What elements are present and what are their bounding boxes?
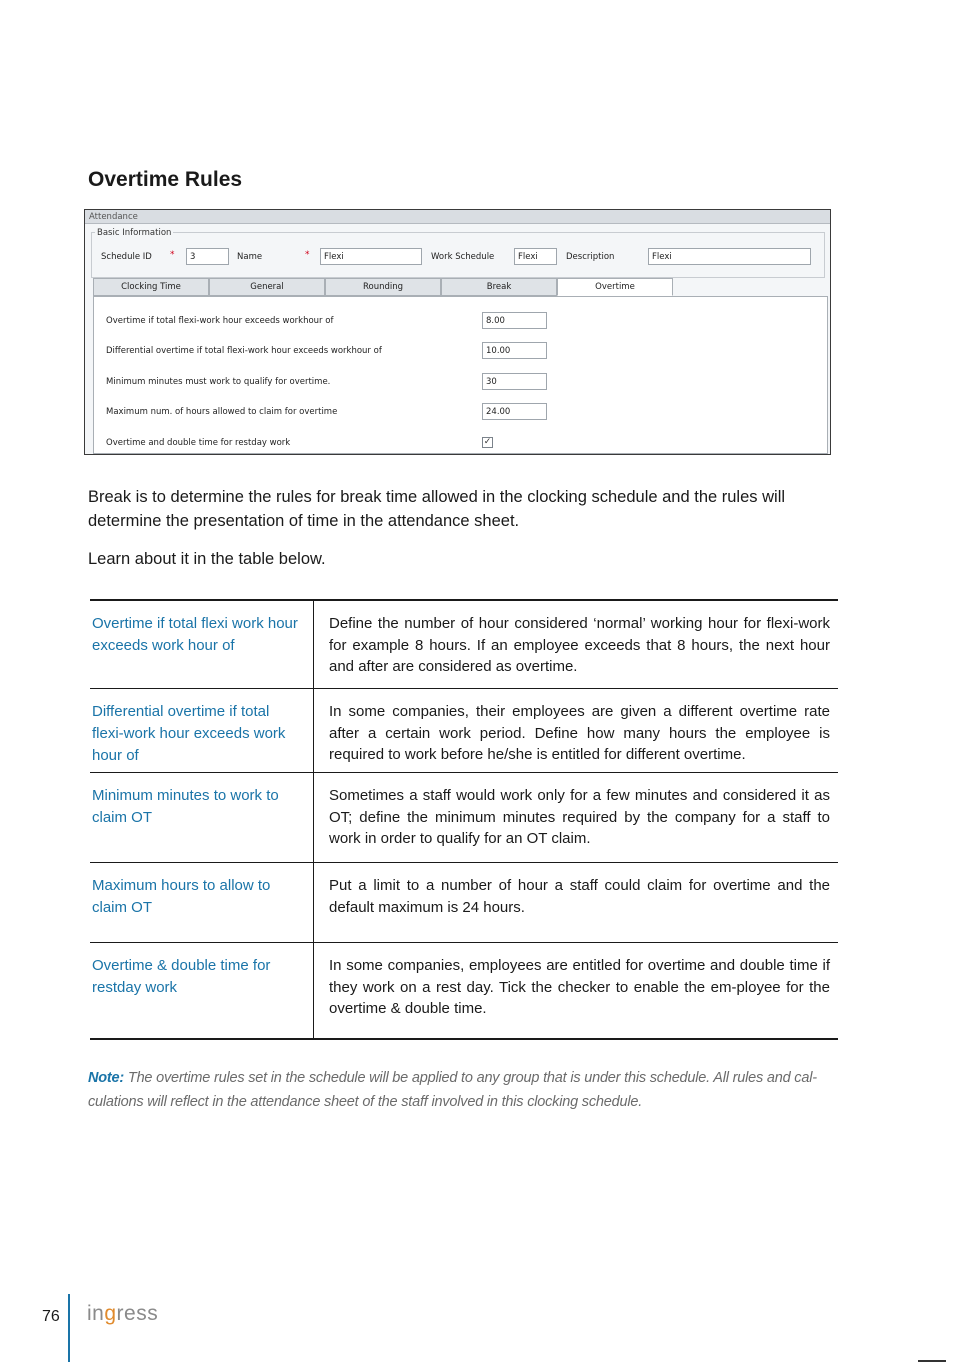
note-label: Note: xyxy=(88,1070,125,1086)
definition-table xyxy=(90,599,838,1040)
footer-divider xyxy=(68,1294,70,1362)
panel-title: Attendance xyxy=(85,210,830,224)
term-cell: Maximum hours to allow to claim OT xyxy=(90,863,314,942)
tab-clocking-time[interactable]: Clocking Time xyxy=(93,278,209,296)
overtime-tab-content xyxy=(93,296,828,454)
logo-accent: g xyxy=(104,1302,117,1325)
definition-cell: In some companies, employees are entitled for overtime and double time if they work on a rest day. Tick the checker to enable the em-ployee for the overtime & double time. xyxy=(329,957,830,1017)
description-input[interactable]: Flexi xyxy=(648,248,811,265)
rule-label: Minimum minutes must work to qualify for overtime. xyxy=(106,377,331,387)
table-row xyxy=(90,689,838,773)
schedule-id-label: Schedule ID xyxy=(101,252,152,262)
definition-cell: Sometimes a staff would work only for a few minutes and considered it as OT; define the minimum minutes required by the company for a staff to work in order to qualify for an OT claim. xyxy=(329,787,830,847)
required-mark: * xyxy=(170,250,175,260)
table-intro: Learn about it in the table below. xyxy=(88,550,326,568)
overtime-hours-input[interactable]: 8.00 xyxy=(482,312,547,329)
maximum-hours-input[interactable]: 24.00 xyxy=(482,403,547,420)
definition-cell: Put a limit to a number of hour a staff could claim for overtime and the default maximum is 24 hours. xyxy=(329,877,830,916)
work-schedule-label: Work Schedule xyxy=(431,252,495,262)
intro-paragraph: Break is to determine the rules for break time allowed in the clocking schedule and the rules will determine the presentation of time in the attendance sheet. xyxy=(88,488,786,530)
term-cell: Overtime & double time for restday work xyxy=(90,943,314,1038)
logo-text: in xyxy=(87,1302,105,1325)
tab-break[interactable]: Break xyxy=(441,278,557,296)
name-input[interactable]: Flexi xyxy=(320,248,422,265)
table-row xyxy=(90,863,838,943)
schedule-id-input[interactable]: 3 xyxy=(186,248,229,265)
tab-general[interactable]: General xyxy=(209,278,325,296)
page-number: 76 xyxy=(42,1308,60,1325)
definition-cell: Define the number of hour considered ‘normal’ working hour for flexi-work for example 8 hours. If an employee exceeds that 8 hours, the next hour and after are considered as overtime. xyxy=(329,615,830,675)
rule-label: Overtime if total flexi-work hour exceeds workhour of xyxy=(106,316,334,326)
rule-label: Differential overtime if total flexi-work hour exceeds workhour of xyxy=(106,346,382,356)
ingress-logo xyxy=(87,1302,158,1326)
restday-overtime-checkbox[interactable]: ✓ xyxy=(483,437,492,447)
corner-mark xyxy=(918,1360,946,1362)
name-label: Name xyxy=(237,252,263,262)
description-label: Description xyxy=(566,252,615,262)
attendance-panel xyxy=(84,209,831,455)
differential-overtime-input[interactable]: 10.00 xyxy=(482,342,547,359)
logo-text: ress xyxy=(116,1302,159,1325)
work-schedule-input[interactable]: Flexi xyxy=(514,248,557,265)
term-cell: Overtime if total flexi work hour exceeds work hour of xyxy=(90,601,314,688)
table-row xyxy=(90,601,838,689)
page-heading: Overtime Rules xyxy=(88,168,243,191)
tab-rounding[interactable]: Rounding xyxy=(325,278,441,296)
note-paragraph xyxy=(88,1066,833,1114)
term-cell: Differential overtime if total flexi-work hour exceeds work hour of xyxy=(90,689,314,772)
note-text: The overtime rules set in the schedule will be applied to any group that is under this schedule. All rules and cal-culations will reflect in the attendance sheet of the staff involved in this clocking schedule. xyxy=(88,1070,817,1110)
required-mark: * xyxy=(305,250,310,260)
minimum-minutes-input[interactable]: 30 xyxy=(482,373,547,390)
term-cell: Minimum minutes to work to claim OT xyxy=(90,773,314,862)
tab-overtime[interactable]: Overtime xyxy=(557,278,673,296)
table-row xyxy=(90,773,838,863)
group-legend: Basic Information xyxy=(97,228,172,238)
rule-label: Overtime and double time for restday work xyxy=(106,438,291,448)
rule-label: Maximum num. of hours allowed to claim for overtime xyxy=(106,407,338,417)
table-row xyxy=(90,943,838,1038)
definition-cell: In some companies, their employees are given a different overtime rate after a certain work period. Define how many hours the employee is required to work before he/she is entitled for different overtime. xyxy=(329,703,830,763)
